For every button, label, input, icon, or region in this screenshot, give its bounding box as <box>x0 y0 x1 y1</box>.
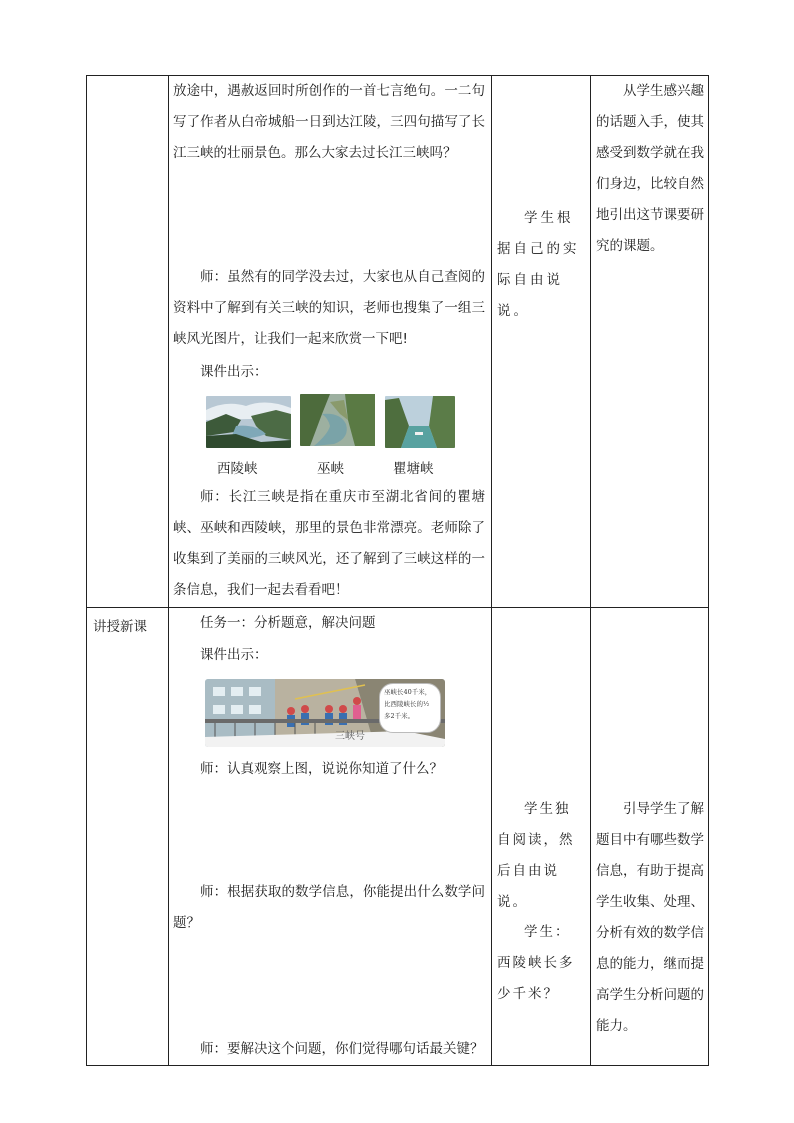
design-intent-text: 从学生感兴趣的话题入手，使其感受到数学就在我们身边，比较自然地引出这节课要研究的课题。 <box>596 83 704 254</box>
table-row <box>87 76 709 608</box>
intro-paragraph-1: 放途中，遇赦返回时所创作的一首七言绝句。一二句写了作者从白帝城船一日到达江陵，三四句描写了长江三峡的壮丽景色。那么大家去过长江三峡吗？ <box>173 83 485 161</box>
photo-caption-xiling: 西陵峡 <box>217 461 258 477</box>
bubble-line: 比西陵峡长的½ <box>384 700 430 708</box>
design-intent-cell <box>591 76 709 608</box>
student-activity-text: 学生根据自己的实际自由说说。 <box>497 210 580 319</box>
student-activity-cell <box>492 608 591 1066</box>
intro-paragraph-2: 师：虽然有的同学没去过，大家也从自己查阅的资料中了解到有关三峡的知识，老师也搜集了一组三峡风光图片，让我们一起来欣赏一下吧! <box>173 269 485 347</box>
table-row <box>87 608 709 1066</box>
design-intent-text: 引导学生了解题目中有哪些数学信息，有助于提高学生收集、处理、分析有效的数学信息的能力，继而提高学生分析问题的能力。 <box>596 801 704 1034</box>
lesson-plan-table <box>86 75 709 1066</box>
photo-caption-wu: 巫峡 <box>317 461 344 477</box>
bubble-line: 巫峡长40千米， <box>384 688 432 696</box>
three-gorges-boat-illustration <box>205 679 445 747</box>
student-activity-text-1: 学生独自阅读，然后自由说说。 <box>497 801 575 910</box>
speech-bubble <box>379 683 441 733</box>
photo-caption-qutang: 瞿塘峡 <box>393 461 434 477</box>
teaching-process-cell <box>169 76 492 608</box>
xiling-gorge-photo <box>206 396 291 448</box>
question-2: 师：根据获取的数学信息，你能提出什么数学问题？ <box>173 884 485 931</box>
stage-cell-empty <box>87 76 169 608</box>
student-activity-cell <box>492 76 591 608</box>
task-heading: 任务一：分析题意，解决问题 <box>200 615 376 631</box>
teaching-process-cell <box>169 608 492 1066</box>
student-activity-text-2: 学生：西陵峡长多少千米？ <box>497 924 575 1002</box>
bubble-line: 多2千米。 <box>384 712 415 720</box>
stage-label: 讲授新课 <box>93 619 147 635</box>
question-1: 师：认真观察上图，说说你知道了什么？ <box>200 761 443 777</box>
qutang-gorge-photo <box>385 396 455 448</box>
design-intent-cell <box>591 608 709 1066</box>
courseware-label: 课件出示： <box>200 647 268 663</box>
wu-gorge-photo <box>300 394 385 446</box>
intro-paragraph-3: 师：长江三峡是指在重庆市至湖北省间的瞿塘峡、巫峡和西陵峡，那里的景色非常漂亮。老师除了收集到了美丽的三峡风光，还了解到了三峡这样的一条信息，我们一起去看看吧！ <box>173 489 485 598</box>
courseware-label: 课件出示： <box>200 364 268 380</box>
question-3: 师：要解决这个问题，你们觉得哪句话最关键？ <box>200 1041 484 1057</box>
stage-cell <box>87 608 169 1066</box>
boat-name: 三峡号 <box>335 731 365 742</box>
